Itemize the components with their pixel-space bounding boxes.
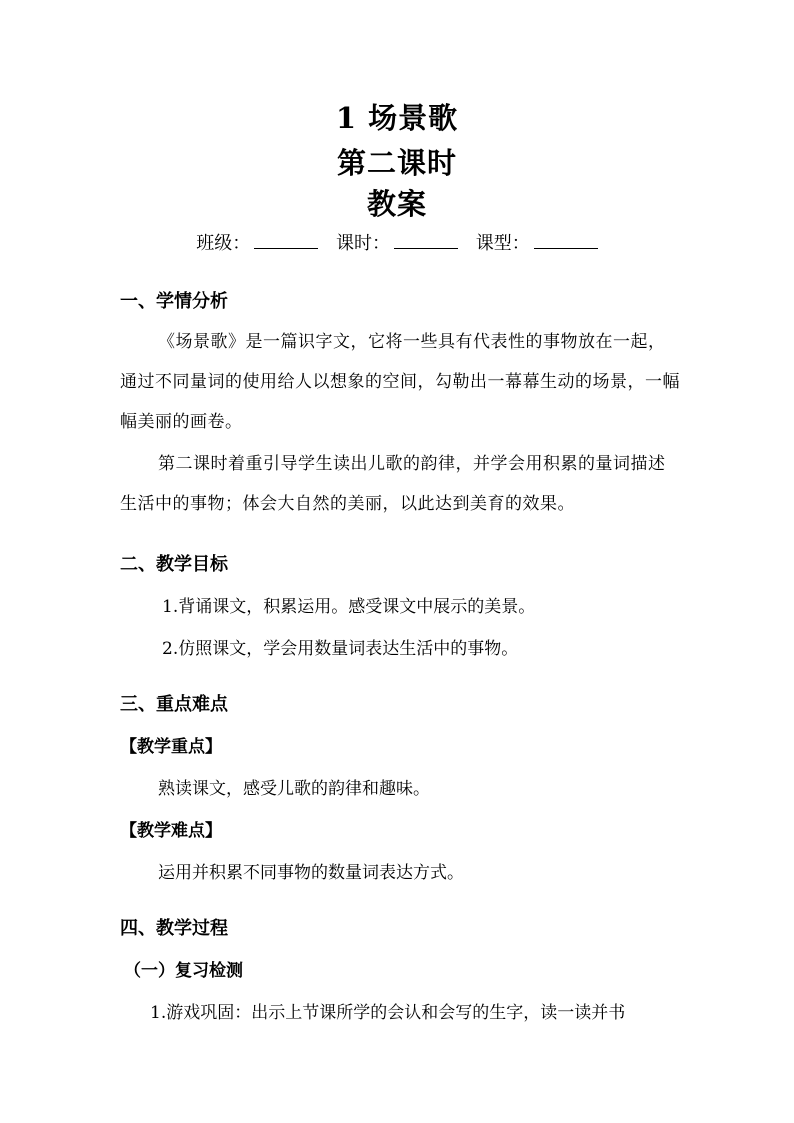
difficulty-text: 运用并积累不同事物的数量词表达方式。 <box>158 863 464 883</box>
key-point-label: 【教学重点】 <box>120 737 222 757</box>
class-label: 班级： <box>196 233 251 254</box>
section-heading-analysis: 一、学情分析 <box>120 291 228 312</box>
analysis-paragraph-2: 第二课时着重引导学生读出儿歌的韵律，并学会用积累的量词描述生活中的事物；体会大自然的美丽，以此达到美育的效果。 <box>120 454 666 514</box>
section-heading-process: 四、教学过程 <box>120 918 228 939</box>
lesson-meta-row <box>0 230 794 257</box>
type-field <box>476 230 598 257</box>
type-label: 课型： <box>475 233 530 254</box>
section-heading-objectives: 二、教学目标 <box>120 554 228 575</box>
objective-item-2: 2.仿照课文，学会用数量词表达生活中的事物。 <box>162 639 519 659</box>
period-blank <box>394 230 458 249</box>
lesson-subtitle: 第二课时 <box>336 146 457 180</box>
process-step-review: （一）复习检测 <box>124 961 243 981</box>
lesson-title: 1 场景歌 <box>335 101 459 135</box>
analysis-paragraph-1: 《场景歌》是一篇识字文，它将一些具有代表性的事物放在一起，通过不同量词的使用给人以想象的空间，勾勒出一幕幕生动的场景，一幅幅美丽的画卷。 <box>120 332 680 432</box>
key-point-text: 熟读课文，感受儿歌的韵律和趣味。 <box>158 779 430 799</box>
period-label: 课时： <box>336 233 390 254</box>
process-step-review-text: 1.游戏巩固：出示上节课所学的会认和会写的生字，读一读并书 <box>150 1003 626 1023</box>
objective-item-1: 1.背诵课文，积累运用。感受课文中展示的美景。 <box>162 597 536 617</box>
type-blank <box>534 230 598 249</box>
lesson-doc-type: 教案 <box>366 187 427 221</box>
class-blank <box>254 230 318 249</box>
class-field <box>196 230 318 257</box>
section-heading-key-points: 三、重点难点 <box>120 694 228 715</box>
period-field <box>336 230 458 257</box>
difficulty-label: 【教学难点】 <box>120 821 222 841</box>
